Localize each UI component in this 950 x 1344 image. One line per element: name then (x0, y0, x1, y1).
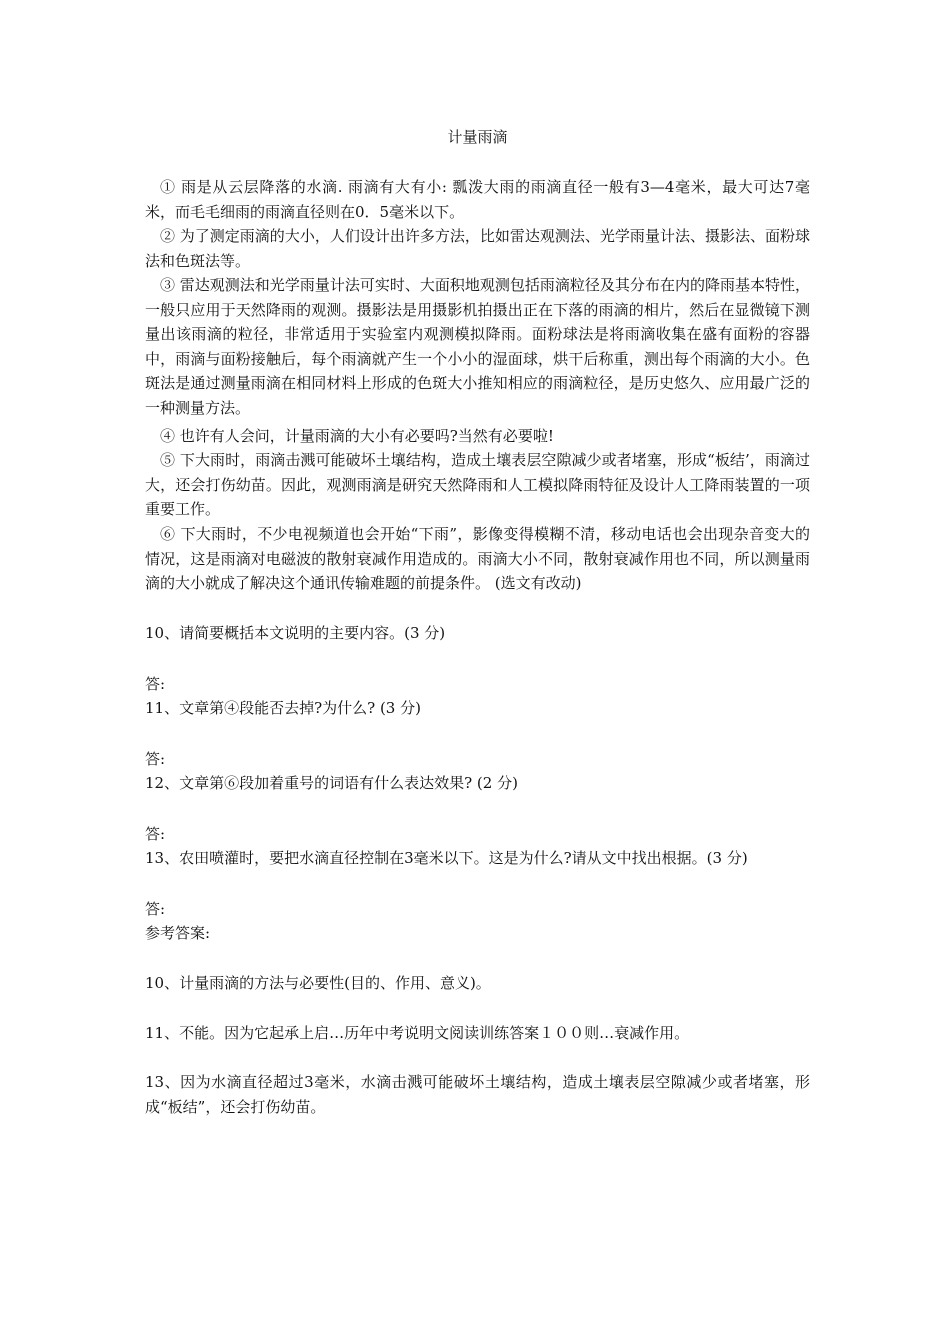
question-12: 12、文章第⑥段加着重号的词语有什么表达效果? (2 分) (145, 774, 518, 792)
paragraph-5: ⑤ 下大雨时，雨滴击溅可能破坏土壤结构，造成土壤表层空隙减少或者堵塞，形成“板结’，雨滴过大，还会打伤幼苗。因此，观测雨滴是研究天然降雨和人工模拟降雨特征及设计人工降雨装置的一项重要工作。 (145, 451, 810, 518)
question-13: 13、农田喷灌时，要把水滴直径控制在3毫米以下。这是为什么?请从文中找出根据。(3 分) (145, 849, 748, 867)
answer-13: 13、因为水滴直径超过3毫米，水滴击溅可能破坏土壤结构，造成土壤表层空隙减少或者堵塞，形成“板结”，还会打伤幼苗。 (145, 1073, 810, 1116)
paragraph-1: ① 雨是从云层降落的水滴. 雨滴有大有小: 瓢泼大雨的雨滴直径一般有3—4毫米，最大可达7毫米，而毛毛细雨的雨滴直径则在0．5毫米以下。 (145, 178, 810, 221)
paragraph-4: ④ 也许有人会问，计量雨滴的大小有必要吗?当然有必要啦! (160, 427, 554, 445)
paragraph-6: ⑥ 下大雨时，不少电视频道也会开始“下雨”，影像变得模糊不清，移动电话也会出现杂音变大的情况，这是雨滴对电磁波的散射衰减作用造成的。雨滴大小不同，散射衰减作用也不同，所以测量雨滴的大小就成了解决这个通讯传输难题的前提条件。 (选文有改动) (145, 525, 810, 592)
document-title: 计量雨滴 (447, 128, 508, 146)
answer-blank-11: 答: (145, 750, 166, 768)
answer-10: 10、计量雨滴的方法与必要性(目的、作用、意义)。 (145, 974, 491, 992)
answer-blank-12: 答: (145, 825, 166, 843)
question-11: 11、文章第④段能否去掉?为什么? (3 分) (145, 699, 421, 717)
answer-11: 11、不能。因为它起承上启…历年中考说明文阅读训练答案１００则…衰减作用。 (145, 1024, 690, 1042)
question-10: 10、请简要概括本文说明的主要内容。(3 分) (145, 624, 446, 642)
answer-blank-10: 答: (145, 675, 166, 693)
paragraph-2: ② 为了测定雨滴的大小，人们设计出许多方法，比如雷达观测法、光学雨量计法、摄影法、面粉球法和色斑法等。 (145, 227, 810, 270)
answer-blank-13: 答: (145, 900, 166, 918)
answers-heading: 参考答案: (145, 924, 211, 942)
paragraph-3: ③ 雷达观测法和光学雨量计法可实时、大面积地观测包括雨滴粒径及其分布在内的降雨基本特性，一般只应用于天然降雨的观测。摄影法是用摄影机拍摄出正在下落的雨滴的相片，然后在显微镜下测量出该雨滴的粒径，非常适用于实验室内观测模拟降雨。面粉球法是将雨滴收集在盛有面粉的容器中，雨滴与面粉接触后，每个雨滴就产生一个小小的湿面球，烘干后称重，测出每个雨滴的大小。色斑法是通过测量雨滴在相同材料上形成的色斑大小推知相应的雨滴粒径，是历史悠久、应用最广泛的一种测量方法。 (145, 276, 810, 417)
